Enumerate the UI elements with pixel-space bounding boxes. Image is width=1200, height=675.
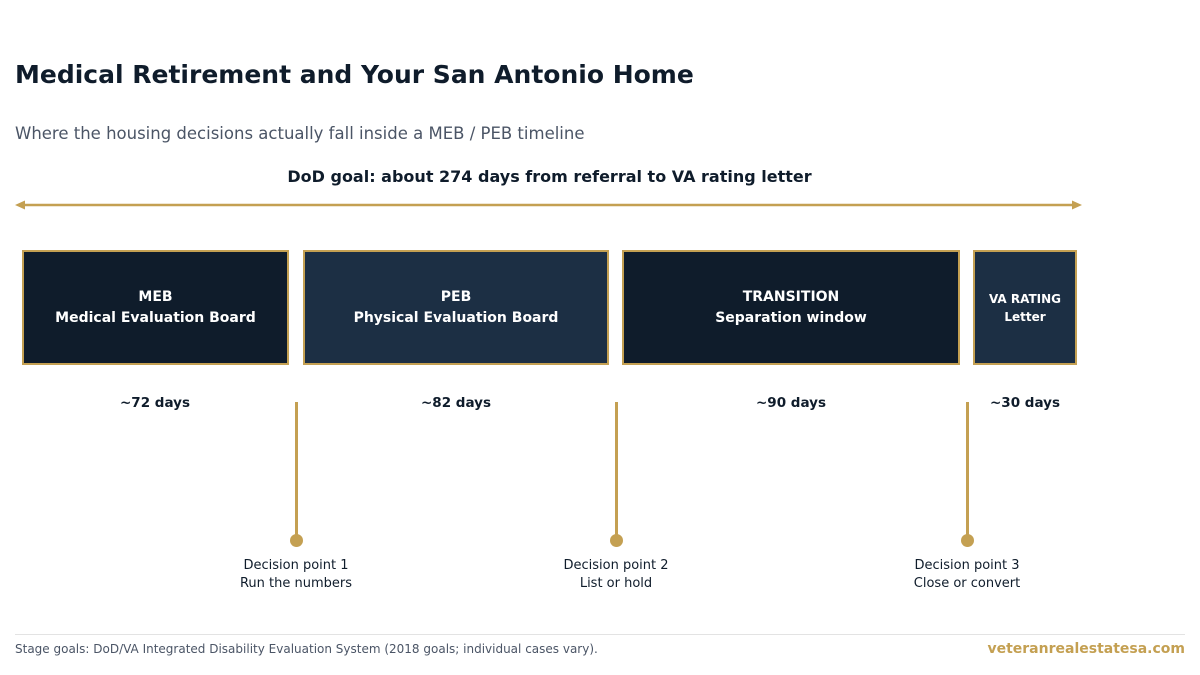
stage-va-rating-name: Letter bbox=[1004, 309, 1046, 324]
page-subtitle: Where the housing decisions actually fall inside a MEB / PEB timeline bbox=[15, 124, 585, 143]
decision-point-1-action: Run the numbers bbox=[239, 576, 353, 591]
decision-point-1-stem bbox=[295, 402, 298, 540]
decision-point-1-marker bbox=[290, 534, 303, 547]
decision-point-2 bbox=[563, 557, 668, 593]
stage-transition bbox=[622, 250, 960, 365]
decision-point-3-marker bbox=[961, 534, 974, 547]
stage-meb-abbr: MEB bbox=[138, 288, 173, 305]
timeline-span-label: DoD goal: about 274 days from referral to VA rating letter bbox=[287, 167, 812, 186]
brand-link[interactable]: veteranrealestatesa.com bbox=[987, 641, 1185, 657]
decision-point-1 bbox=[240, 557, 352, 593]
stage-transition-duration: ~90 days bbox=[756, 395, 826, 411]
stage-peb-abbr: PEB bbox=[440, 288, 472, 305]
stage-va-rating-abbr: VA RATING bbox=[988, 291, 1062, 306]
stage-va-rating-duration: ~30 days bbox=[990, 395, 1060, 411]
stage-peb-name: Physical Evaluation Board bbox=[353, 309, 559, 326]
stage-transition-name: Separation window bbox=[715, 309, 867, 326]
decision-point-2-marker bbox=[610, 534, 623, 547]
decision-point-3 bbox=[914, 557, 1020, 593]
decision-point-3-label: Decision point 3 bbox=[914, 558, 1020, 573]
stage-meb-name: Medical Evaluation Board bbox=[55, 309, 256, 326]
stage-peb bbox=[303, 250, 609, 365]
source-note: Stage goals: DoD/VA Integrated Disability Evaluation System (2018 goals; individual cases vary). bbox=[15, 642, 598, 656]
stage-va-rating bbox=[973, 250, 1077, 365]
decision-point-1-label: Decision point 1 bbox=[243, 558, 349, 573]
page-title: Medical Retirement and Your San Antonio Home bbox=[15, 60, 694, 89]
decision-point-2-action: List or hold bbox=[579, 576, 653, 591]
double-arrow-icon bbox=[15, 197, 1085, 213]
decision-point-3-stem bbox=[966, 402, 969, 540]
stage-meb-duration: ~72 days bbox=[120, 395, 190, 411]
stage-peb-duration: ~82 days bbox=[421, 395, 491, 411]
decision-point-2-label: Decision point 2 bbox=[563, 558, 669, 573]
decision-point-2-stem bbox=[615, 402, 618, 540]
footer-divider bbox=[15, 634, 1185, 635]
stage-meb bbox=[22, 250, 289, 365]
stage-transition-abbr: TRANSITION bbox=[742, 288, 840, 305]
decision-point-3-action: Close or convert bbox=[913, 576, 1021, 591]
